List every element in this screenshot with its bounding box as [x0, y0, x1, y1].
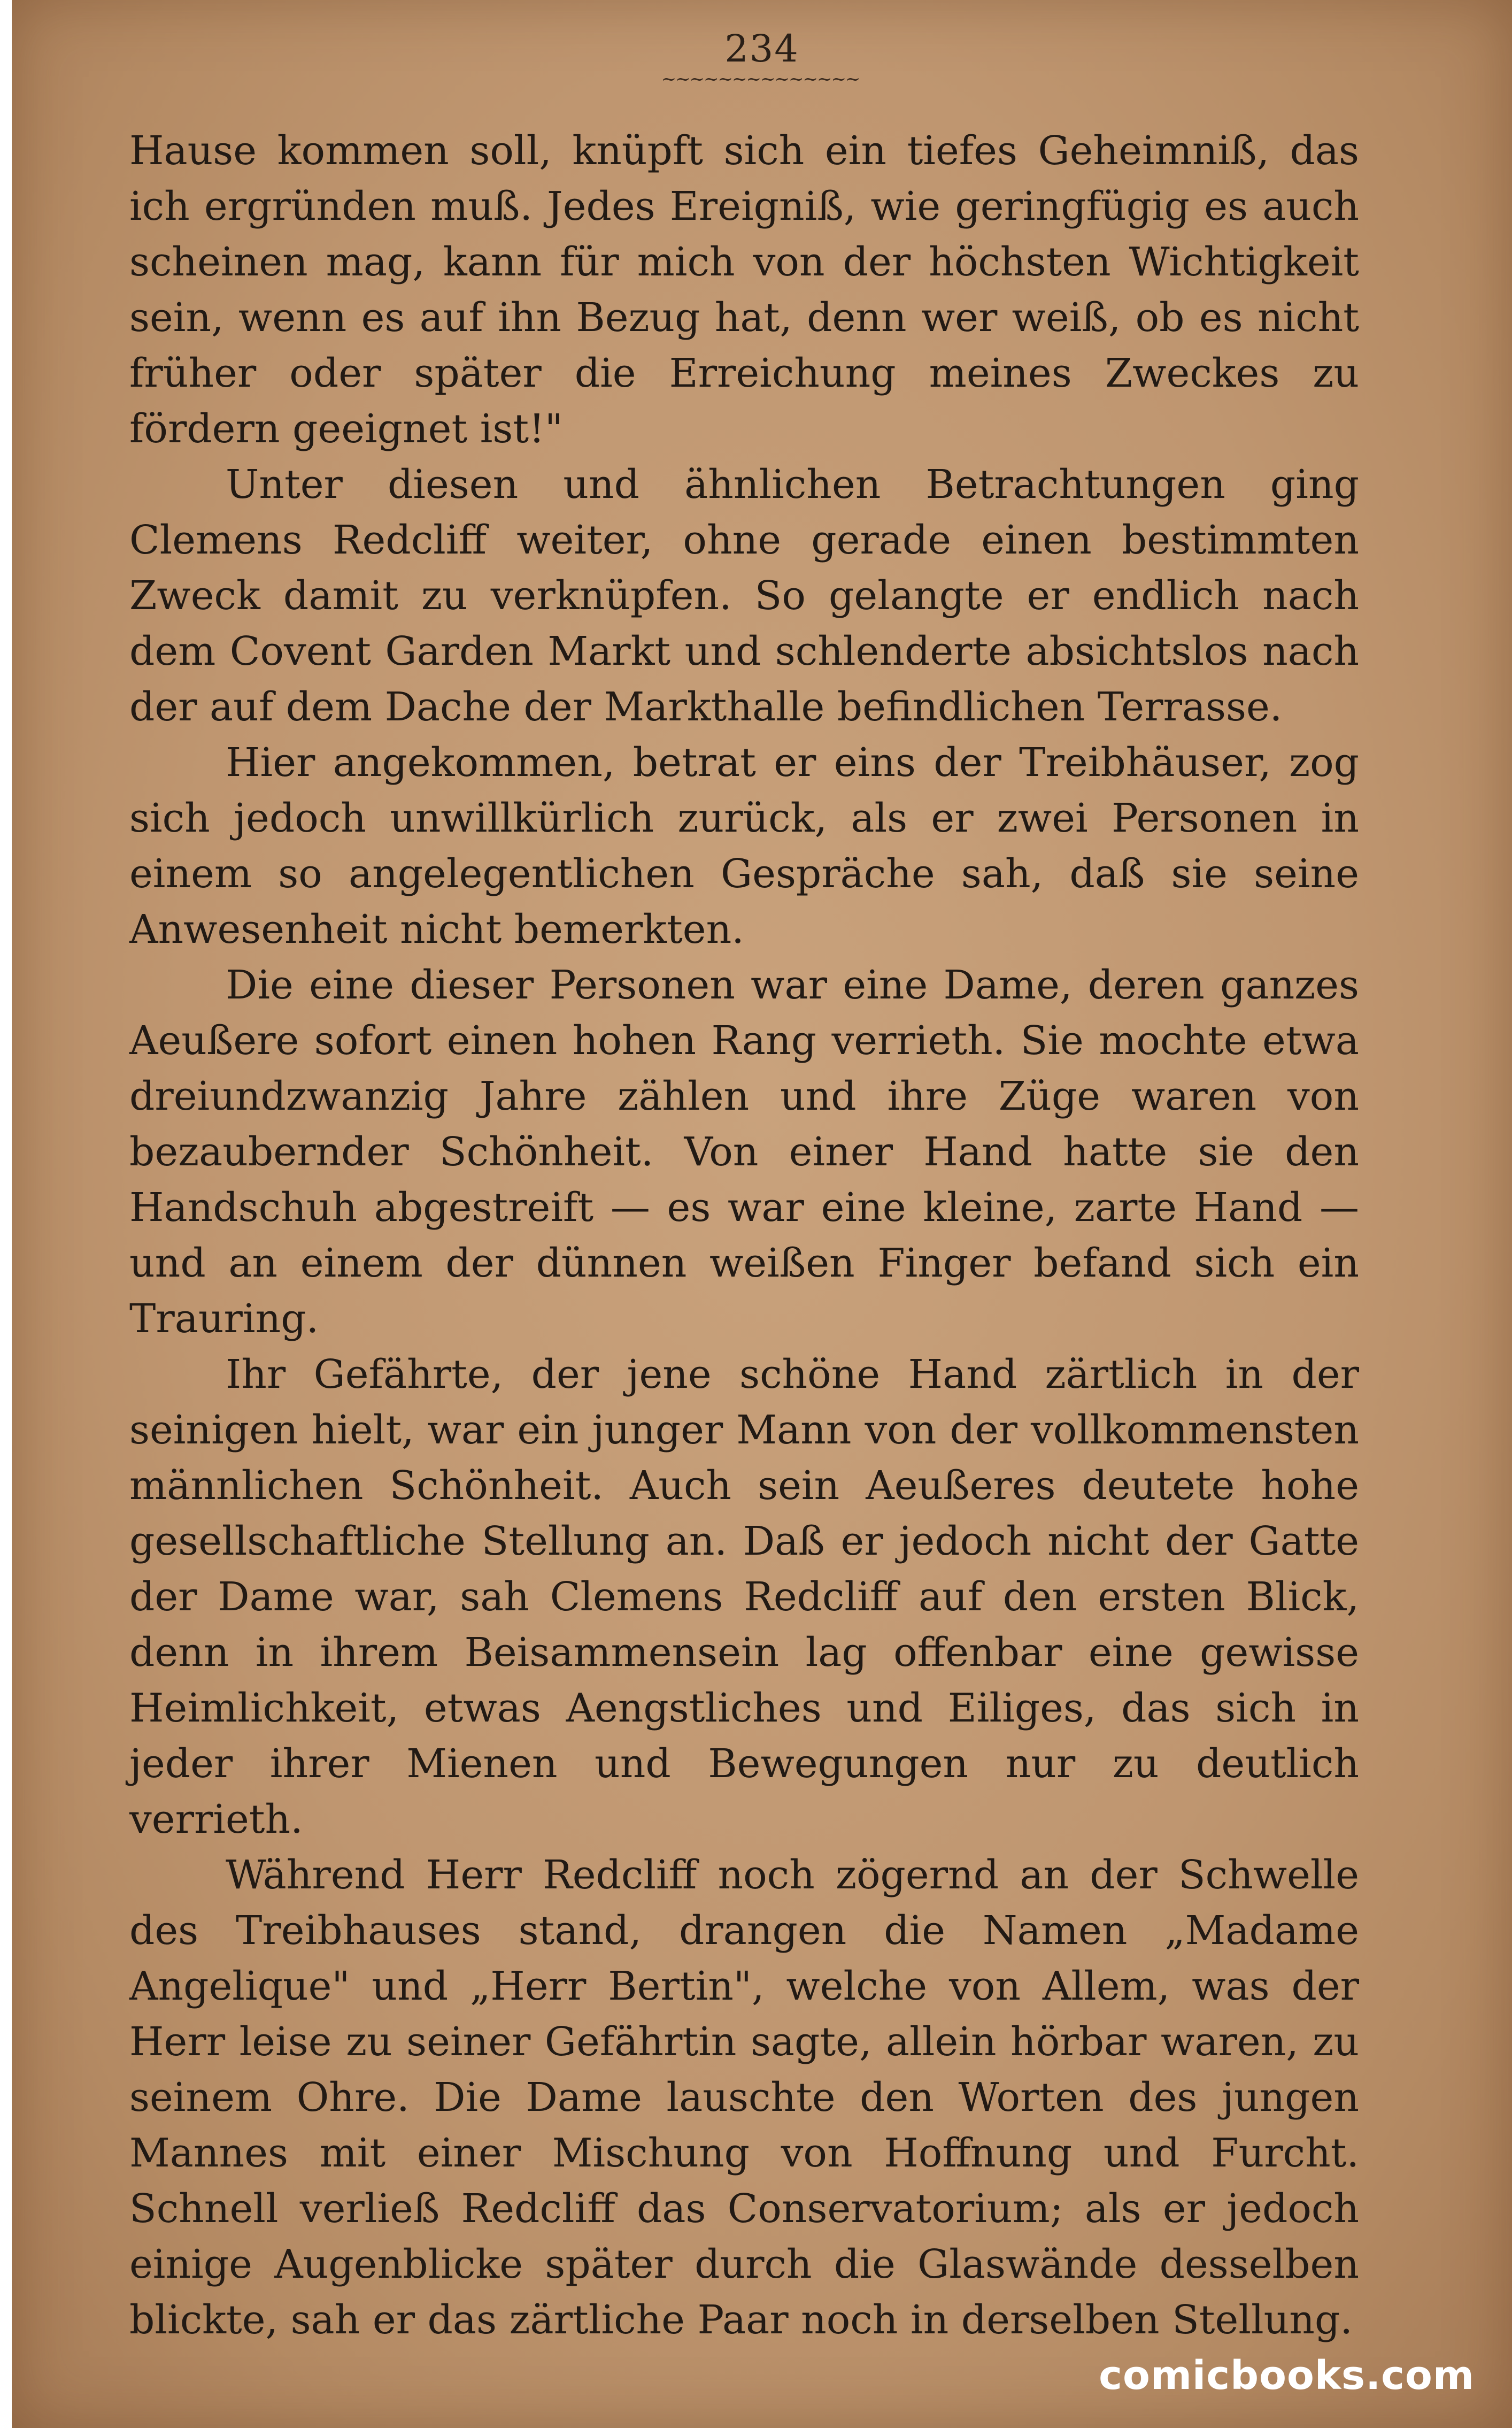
paragraph-2: Unter diesen und ähnlichen Betrachtungen ging Clemens Redcliff weiter, ohne gerade einen bestimmten Zweck damit zu verknüpfen. So gelangte er endlich nach dem Covent Garden Markt und schlenderte absichtslos nach der auf dem Dache der Markthalle befindlichen Terrasse.: [129, 462, 1359, 730]
paragraph-3: Hier angekommen, betrat er eins der Treibhäuser, zog sich jedoch unwillkürlich zurück, als er zwei Personen in einem so angelegentlichen Gespräche sah, daß sie seine Anwesenheit nicht bemerkten.: [129, 740, 1359, 952]
decorative-rule: ~~~~~~~~~~~~~~: [661, 74, 860, 84]
body-text: [129, 123, 1359, 2348]
paragraph-5: Ihr Gefährte, der jene schöne Hand zärtlich in der seinigen hielt, war ein junger Mann von der vollkommensten männlichen Schönheit. Auch sein Aeußeres deutete hohe gesellschaftliche Stellung an. Daß er jedoch nicht der Gatte der Dame war, sah Clemens Redcliff auf den ersten Blick, denn in ihrem Beisammensein lag offenbar eine gewisse Heimlichkeit, etwas Aengstliches und Eiliges, das sich in jeder ihrer Mienen und Bewegungen nur zu deutlich verrieth.: [129, 1351, 1359, 1842]
watermark: comicbooks.com: [1099, 2353, 1475, 2399]
book-page: [12, 0, 1512, 2428]
page-number: 234: [724, 27, 799, 71]
paragraph-4: Die eine dieser Personen war eine Dame, deren ganzes Aeußere sofort einen hohen Rang verrieth. Sie mochte etwa dreiundzwanzig Jahre zählen und ihre Züge waren von bezaubernder Schönheit. Von einer Hand hatte sie den Handschuh abgestreift — es war eine kleine, zarte Hand — und an einem der dünnen weißen Finger befand sich ein Trauring.: [129, 962, 1359, 1342]
paragraph-6: Während Herr Redcliff noch zögernd an der Schwelle des Treibhauses stand, drangen die Namen „Madame Angelique" und „Herr Bertin", welche von Allem, was der Herr leise zu seiner Gefährtin sagte, allein hörbar waren, zu seinem Ohre. Die Dame lauschte den Worten des jungen Mannes mit einer Mischung von Hoffnung und Furcht. Schnell verließ Redcliff das Conservatorium; als er jedoch einige Augenblicke später durch die Glaswände desselben blickte, sah er das zärtliche Paar noch in derselben Stellung.: [129, 1852, 1359, 2343]
paragraph-1: Hause kommen soll, knüpft sich ein tiefes Geheimniß, das ich ergründen muß. Jedes Ereigniß, wie geringfügig es auch scheinen mag, kann für mich von der höchsten Wichtigkeit sein, wenn es auf ihn Bezug hat, denn wer weiß, ob es nicht früher oder später die Erreichung meines Zweckes zu fördern geeignet ist!": [129, 128, 1359, 452]
